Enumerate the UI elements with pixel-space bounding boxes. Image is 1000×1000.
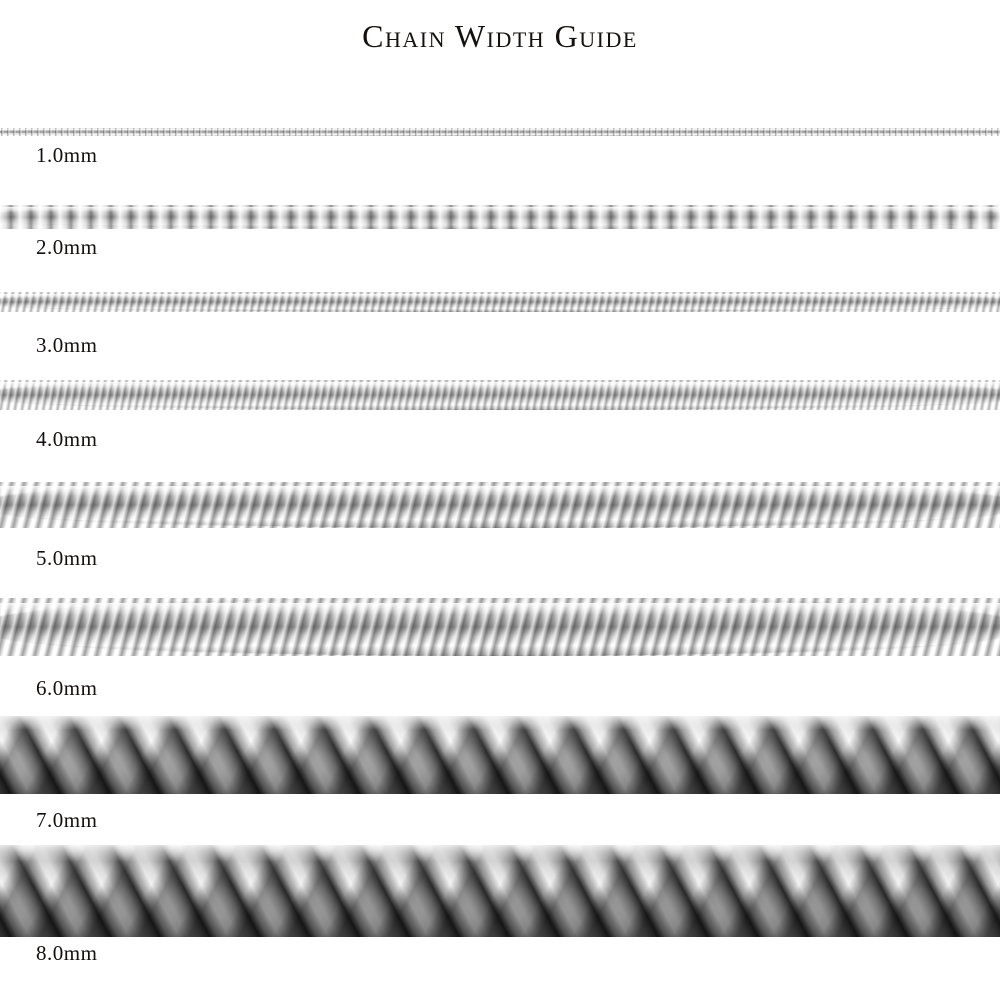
rope-shading	[0, 716, 1000, 794]
chain-width-label: 2.0mm	[36, 235, 98, 259]
snake-wide-link-pattern	[0, 598, 1000, 656]
chain-body	[0, 128, 1000, 136]
chain-sample	[0, 205, 1000, 229]
page-title: Chain Width Guide	[362, 18, 638, 54]
rope-shading	[0, 845, 1000, 937]
chain-body	[0, 482, 1000, 528]
chain-width-label: 6.0mm	[36, 676, 98, 700]
snake-wide-link-pattern	[0, 482, 1000, 528]
chain-body	[0, 205, 1000, 229]
snake-link-pattern	[0, 292, 1000, 312]
chain-width-label: 7.0mm	[36, 808, 98, 832]
chain-width-label: 8.0mm	[36, 941, 98, 965]
chain-sample	[0, 598, 1000, 656]
chain-sample	[0, 716, 1000, 794]
chain-width-label: 4.0mm	[36, 427, 98, 451]
rope-chain-graphic	[0, 716, 1000, 794]
chain-body	[0, 292, 1000, 312]
chain-body	[0, 380, 1000, 410]
chain-body	[0, 598, 1000, 656]
chain-sample	[0, 292, 1000, 312]
chain-sample	[0, 482, 1000, 528]
chain-width-label: 3.0mm	[36, 333, 98, 357]
snake-link-pattern	[0, 380, 1000, 410]
chain-width-label: 5.0mm	[36, 546, 98, 570]
chain-sample	[0, 845, 1000, 937]
cable-link-pattern	[0, 128, 1000, 136]
chain-width-label: 1.0mm	[36, 143, 98, 167]
bead-link-pattern	[0, 205, 1000, 229]
chain-sample	[0, 128, 1000, 136]
rope-chain-graphic	[0, 845, 1000, 937]
chain-sample	[0, 380, 1000, 410]
